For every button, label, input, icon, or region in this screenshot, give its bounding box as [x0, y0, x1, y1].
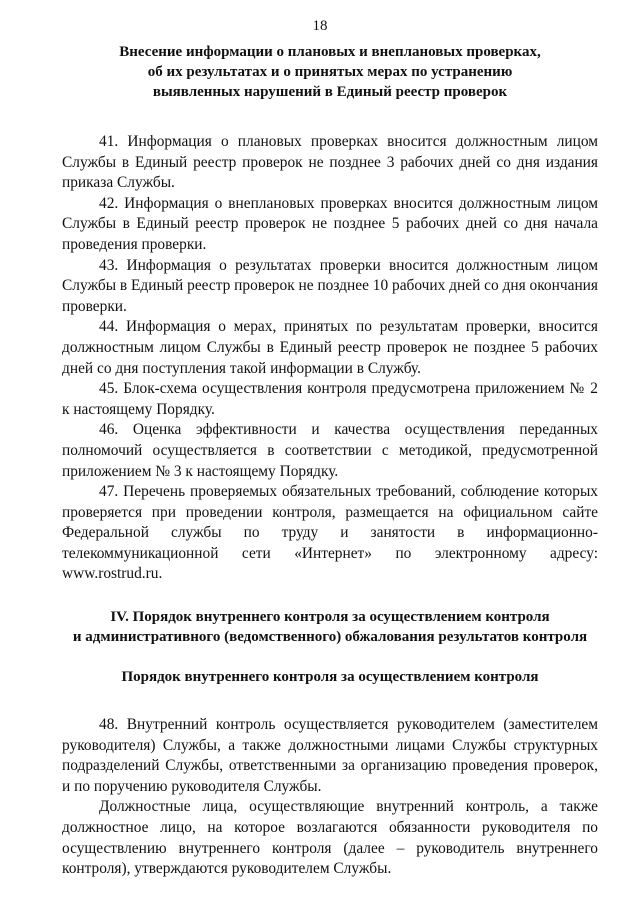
heading-line-1: Внесение информации о плановых и внеплановых проверках,: [119, 44, 541, 60]
paragraph-41: 41. Информация о плановых проверках вносится должностным лицом Службы в Единый реестр проверок не позднее 3 рабочих дней со дня издания приказа Службы.: [62, 133, 598, 192]
paragraph-48: 48. Внутренний контроль осуществляется руководителем (заместителем руководителя) Службы, а также должностными лицами Службы структурных подразделений Службы, ответственными за организацию проведения проверок, и по поручению руководителя Службы.: [62, 716, 598, 795]
section-heading: [62, 42, 598, 102]
page-content: [62, 42, 598, 880]
page-number: 18: [312, 18, 328, 34]
paragraph-47: 47. Перечень проверяемых обязательных требований, соблюдение которых проверяется при проведении контроля, размещается на официальном сайте Федеральной службы по труду и занятости в информационно-телекоммуникационной сети «Интернет» по электронному адресу: www.rostrud.ru.: [62, 483, 598, 583]
section-iv-title: [42, 607, 618, 647]
section-subheading: Порядок внутреннего контроля за осуществлением контроля: [121, 669, 539, 686]
paragraph-46: 46. Оценка эффективности и качества осуществления переданных полномочий осуществляется в соответствии с методикой, предусмотренной приложением № 3 к настоящему Порядку.: [62, 421, 598, 480]
paragraph-45: 45. Блок-схема осуществления контроля предусмотрена приложением № 2 к настоящему Порядку.: [62, 380, 598, 418]
paragraph-43: 43. Информация о результатах проверки вносится должностным лицом Службы в Единый реестр проверок не позднее 10 рабочих дней со дня окончания проверки.: [62, 256, 598, 315]
heading-line-2: об их результатах и о принятых мерах по устранению: [147, 64, 513, 80]
paragraph-42: 42. Информация о внеплановых проверках вносится должностным лицом Службы в Единый реестр проверок не позднее 5 рабочих дней со дня начала проведения проверки.: [62, 194, 598, 253]
heading-line-3: выявленных нарушений в Единый реестр проверок: [152, 84, 508, 100]
paragraph-44: 44. Информация о мерах, принятых по результатам проверки, вносится должностным лицом Службы в Единый реестр проверок не позднее 5 рабочих дней со дня поступления такой информации в Службу.: [62, 318, 598, 377]
section-title-line-1: IV. Порядок внутреннего контроля за осуществлением контроля: [110, 609, 550, 626]
section-title-line-2: и административного (ведомственного) обжалования результатов контроля: [72, 629, 588, 646]
paragraph-48-continuation: Должностные лица, осуществляющие внутренний контроль, а также должностное лицо, на которое возлагаются обязанности руководителя по осуществлению внутреннего контроля (далее – руководитель внутреннего контроля), утверждаются руководителем Службы.: [62, 798, 598, 878]
